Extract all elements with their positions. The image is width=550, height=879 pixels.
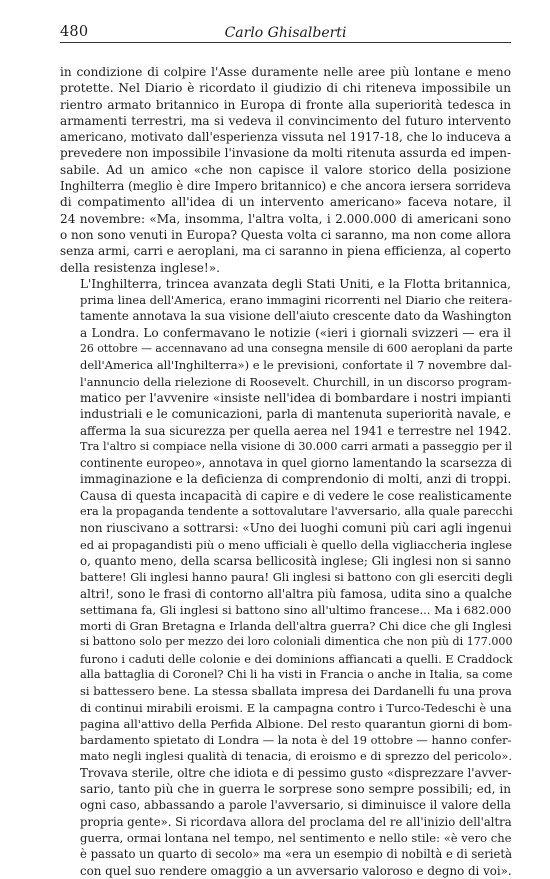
text-line: di continui mirabili eroismi. E la campagna contro i Turco-Tedeschi è una	[80, 700, 512, 715]
text-line: 24 novembre: «Ma, insomma, l'altra volta, i 2.000.000 di americani sono	[60, 211, 511, 226]
text-line: 26 ottobre — accennavano ad una consegna mensile di 600 aeroplani da parte	[80, 342, 513, 356]
text-line: L'Inghilterra, trincea avanzata degli Stati Uniti, e la Flotta britannica,	[80, 276, 511, 291]
body-text	[60, 64, 511, 879]
page-header	[60, 24, 511, 43]
paragraph	[60, 276, 511, 488]
text-line: rientro armato britannico in Europa di fronte alla superiorità tedesca in	[60, 97, 511, 112]
text-line: senza armi, carri e aeroplani, ma ci saranno in piena efficienza, al coperto	[60, 244, 511, 259]
page-number: 480	[60, 24, 89, 40]
text-line: era la propaganda tendente a sottovalutare l'avversario, alla quale parecchi	[80, 505, 513, 519]
text-line: a Londra. Lo confermavano le notizie («ieri i giornali svizzeri — era il	[80, 325, 511, 340]
text-line: Inghilterra (meglio è dire Impero britannico) e che ancora iersera sorrideva	[60, 179, 511, 194]
text-line: bardamento spietato di Londra — la nota è del 19 ottobre — hanno confer-	[80, 733, 512, 748]
text-line: armamenti terrestri, ma si vedeva il convincimento del futuro intervento	[60, 113, 511, 128]
text-line: Tra l'altro si compiace nella visione di 30.000 carri armati a passeggio per il	[80, 439, 513, 453]
text-line: americano, motivato dall'esperienza vissuta nel 1917-18, che lo induceva a	[60, 130, 512, 145]
running-head-author: Carlo Ghisalberti	[224, 25, 347, 41]
text-line: continente europeo», annotava in quel giorno lamentando la scarsezza di	[80, 456, 512, 471]
text-line: morti di Gran Bretagna e Irlanda dell'altra guerra? Chi dice che gli Inglesi	[80, 619, 512, 634]
text-line: dell'America all'Inghilterra») e le previsioni, confortate il 7 novembre dal-	[80, 358, 512, 373]
paragraph	[60, 765, 511, 879]
text-line: Causa di questa incapacità di capire e di vedere le cose realisticamente	[80, 488, 512, 503]
text-line: l'annuncio della rielezione di Roosevelt. Churchill, in un discorso program-	[80, 374, 512, 389]
text-line: afferma la sua sicurezza per quella aerea nel 1941 e terrestre nel 1942.	[80, 423, 512, 438]
text-line: matico per l'avvenire «insiste nell'idea di bombardare i nostri impianti	[80, 390, 511, 405]
text-line: o non sono venuti in Europa? Questa volta ci saranno, ma non come allora	[60, 227, 511, 242]
text-line: della resistenza inglese!».	[60, 260, 221, 275]
text-line: battere! Gli inglesi hanno paura! Gli inglesi si battono con gli eserciti degli	[80, 570, 513, 585]
text-line: settimana fa, Gli inglesi si battono sino all'ultimo francese... Ma i 682.000	[80, 602, 512, 617]
text-line: protette. Nel Diario è ricordato il giudizio di chi riteneva impossibile un	[60, 81, 511, 96]
text-line: altri!, sono le frasi di contorno all'altra più famosa, udita sino a qualche	[80, 586, 512, 601]
text-line: ed ai propagandisti più o meno ufficiali è quello della vigliaccheria inglese	[80, 537, 512, 552]
text-line: sabile. Ad un amico «che non capisce il valore storico della posizione	[60, 162, 511, 177]
text-line: sario, tanto più che in guerra le sorprese sono sempre possibili; ed, in	[80, 782, 511, 797]
text-line: propria gente». Si ricordava allora del proclama del re all'inizio dell'altra	[80, 814, 512, 829]
text-line: prevedere non impossibile l'invasione da molti ritenuta assurda ed impen-	[60, 146, 512, 161]
text-line: Trovava sterile, oltre che idiota e di pessimo gusto «disprezzare l'avver-	[80, 765, 512, 780]
text-line: furono i caduti delle colonie e dei dominions affiancati a quelli. E Craddock	[80, 651, 513, 666]
text-line: o, quanto meno, della scarsa bellicosità inglese; Gli inglesi non si sanno	[80, 553, 511, 568]
text-line: in condizione di colpire l'Asse duramente nelle aree più lontane e meno	[60, 65, 511, 79]
paragraph	[60, 488, 511, 765]
text-line: ogni caso, abbassando a parole l'avversario, si diminuisce il valore della	[80, 798, 511, 813]
text-line: con quel suo rendere omaggio a un avversario valoroso e degno di voi».	[80, 863, 512, 878]
text-line: immaginazione e la deficienza di comprendonio di molti, anzi di troppi.	[80, 472, 512, 487]
text-line: non riuscivano a sottrarsi: «Uno dei luoghi comuni più cari agli ingenui	[80, 521, 512, 536]
text-line: di compatimento all'idea di un intervento americano» faceva notare, il	[60, 195, 511, 210]
text-line: alla battaglia di Coronel? Chi li ha visti in Francia o anche in Italia, sa come	[80, 667, 513, 681]
text-line: prima linea dell'America, erano immagini ricorrenti nel Diario che reitera-	[80, 293, 513, 308]
text-line: tamente annotava la sua visione dell'aiuto crescente dato da Washington	[80, 309, 512, 324]
paragraph	[60, 64, 511, 276]
text-line: si battessero bene. La stessa sballata impresa dei Dardanelli fu una prova	[80, 684, 512, 699]
text-line: si battono solo per mezzo dei loro coloniali dimentica che non più di 177.000	[80, 635, 513, 649]
text-line: industriali e le comunicazioni, parla di mantenuta superiorità navale, e	[80, 407, 511, 422]
text-line: guerra, ormai lontana nel tempo, nel sentimento e nello stile: «è vero che	[80, 830, 512, 845]
text-line: pagina all'attivo della Perfida Albione. Del resto quarantun giorni di bom-	[80, 716, 513, 731]
text-line: mato negli inglesi qualità di tenacia, di eroismo e di sprezzo del pericolo».	[80, 749, 513, 764]
text-line: è passato un quarto di secolo» ma «era un esempio di nobiltà e di serietà	[80, 847, 513, 862]
